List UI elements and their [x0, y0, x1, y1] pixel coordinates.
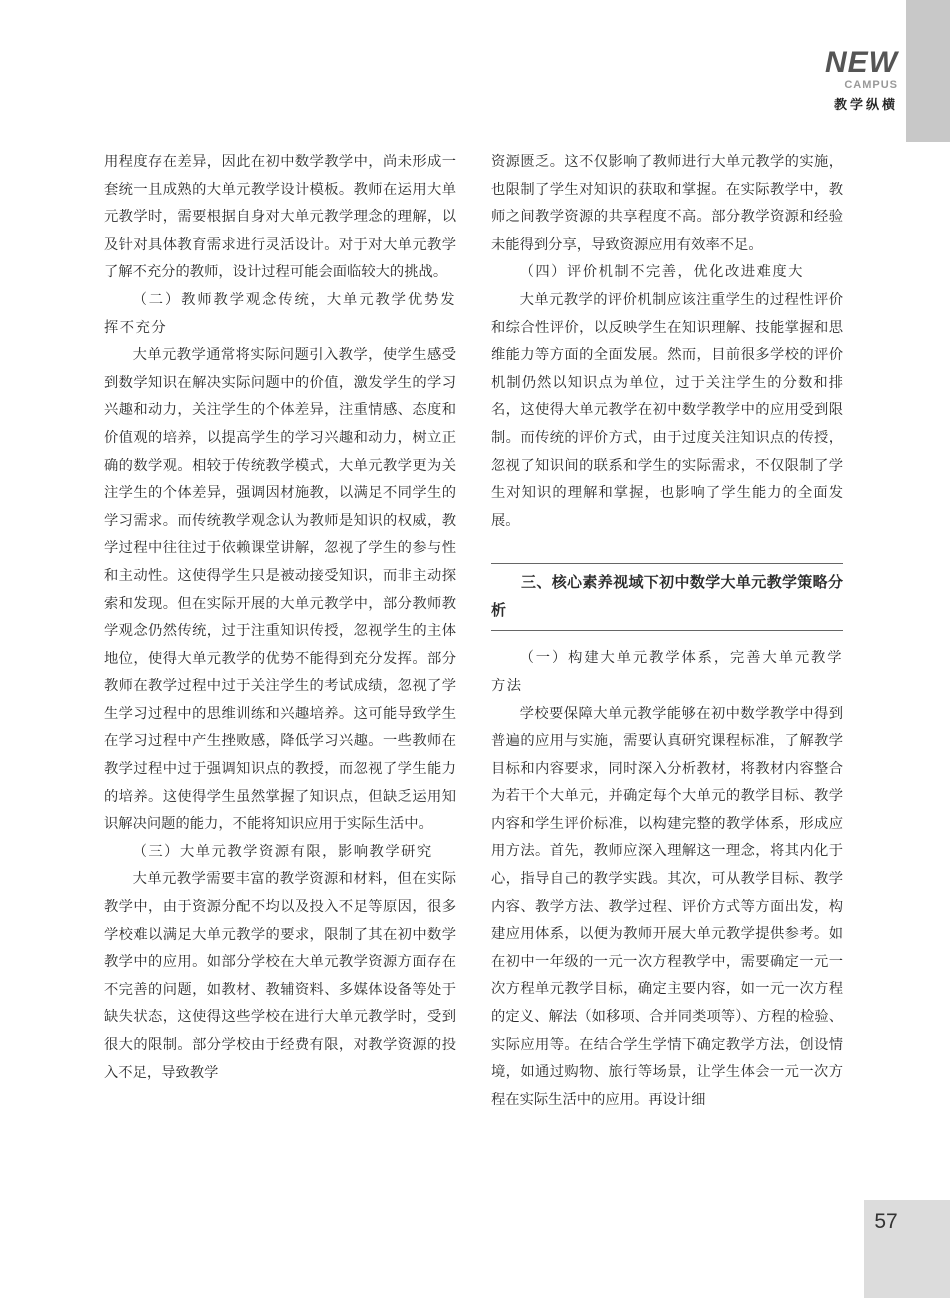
- brand-campus: CAMPUS: [844, 79, 898, 91]
- page-number: 57: [874, 1210, 898, 1233]
- column-name: 教学纵横: [833, 97, 898, 112]
- paragraph: 学校要保障大单元教学能够在初中数学教学中得到普遍的应用与实施，需要认真研究课程标准，了解教学目标和内容要求，同时深入分析教材，将教材内容整合为若干个大单元，并确定每个大单元的教学目标、教学内容和学生评价标准，以构建完整的教学体系，形成应用方法。首先，教师应深入理解这一理念，将其内化于心，指导自己的教学实践。其次，可从教学目标、教学内容、教学方法、教学过程、评价方式等方面出发，构建应用体系，以便为教师开展大单元教学提供参考。如在初中一年级的一元一次方程教学中，需要确定一元一次方程单元教学目标，确定主要内容，如一元一次方程的定义、解法（如移项、合并同类项等）、方程的检验、实际应用等。在结合学生学情下确定教学方法，创设情境，如通过购物、旅行等场景，让学生体会一元一次方程在实际生活中的应用。再设计细: [491, 705, 843, 1108]
- paragraph: 大单元教学通常将实际问题引入教学，使学生感受到数学知识在解决实际问题中的价值，激发学生的学习兴趣和动力，关注学生的个体差异，注重情感、态度和价值观的培养，以提高学生的学习兴趣和动力，树立正确的数学观。相较于传统教学模式，大单元教学更为关注学生的个体差异，强调因材施教，以满足不同学生的学习需求。而传统教学观念认为教师是知识的权威，教学过程中往往过于依赖课堂讲解，忽视了学生的参与性和主动性。这使得学生只是被动接受知识，而非主动探索和发现。但在实际开展的大单元教学中，部分教师教学观念仍然传统，过于注重知识传授，忽视学生的主体地位，使得大单元教学的优势不能得到充分发挥。部分教师在教学过程中过于关注学生的考试成绩，忽视了学生学习过程中的思维训练和兴趣培养。这可能导致学生在学习过程中产生挫败感，降低学习兴趣。一些教师在教学过程中过于强调知识点的教授，而忽视了学生能力的培养。这使得学生虽然掌握了知识点，但缺乏运用知识解决问题的能力，不能将知识应用于实际生活中。: [104, 347, 456, 833]
- brand-logo: [825, 48, 898, 113]
- left-column: [104, 149, 456, 1087]
- brand-new: NEW: [825, 46, 898, 79]
- paragraph: 大单元教学的评价机制应该注重学生的过程性评价和综合性评价，以反映学生在知识理解、技能掌握和思维能力等方面的全面发展。然而，目前很多学校的评价机制仍然以知识点为单位，过于关注学生的分数和排名，这使得大单元教学在初中数学教学中的应用受到限制。而传统的评价方式，由于过度关注知识点的传授，忽视了知识间的联系和学生的实际需求，不仅限制了学生对知识的理解和掌握，也影响了学生能力的全面发展。: [491, 291, 843, 529]
- subsection-heading: （一）构建大单元教学体系，完善大单元教学方法: [491, 650, 843, 694]
- paragraph: 用程度存在差异，因此在初中数学教学中，尚未形成一套统一且成熟的大单元教学设计模板。教师在运用大单元教学时，需要根据自身对大单元教学理念的理解，以及针对具体教育需求进行灵活设计。对于对大单元教学了解不充分的教师，设计过程可能会面临较大的挑战。: [104, 154, 456, 281]
- right-column: [491, 149, 843, 1114]
- section-heading: 三、核心素养视域下初中数学大单元教学策略分析: [491, 563, 843, 631]
- paragraph: 大单元教学需要丰富的教学资源和材料，但在实际教学中，由于资源分配不均以及投入不足等原因，很多学校难以满足大单元教学的要求，限制了其在初中数学教学中的应用。如部分学校在大单元教学资源方面存在不完善的问题，如教材、教辅资料、多媒体设备等处于缺失状态，这使得这些学校在进行大单元教学时，受到很大的限制。部分学校由于经费有限，对教学资源的投入不足，导致教学: [104, 871, 456, 1081]
- top-side-tab: [906, 0, 950, 142]
- subsection-heading: （四）评价机制不完善，优化改进难度大: [519, 264, 804, 281]
- paragraph: 资源匮乏。这不仅影响了教师进行大单元教学的实施，也限制了学生对知识的获取和掌握。在实际教学中，教师之间教学资源的共享程度不高。部分教学资源和经验未能得到分享，导致资源应用有效率不足。: [491, 154, 843, 253]
- subsection-heading: （三）大单元教学资源有限，影响教学研究: [132, 843, 433, 860]
- subsection-heading: （二）教师教学观念传统，大单元教学优势发挥不充分: [104, 291, 456, 336]
